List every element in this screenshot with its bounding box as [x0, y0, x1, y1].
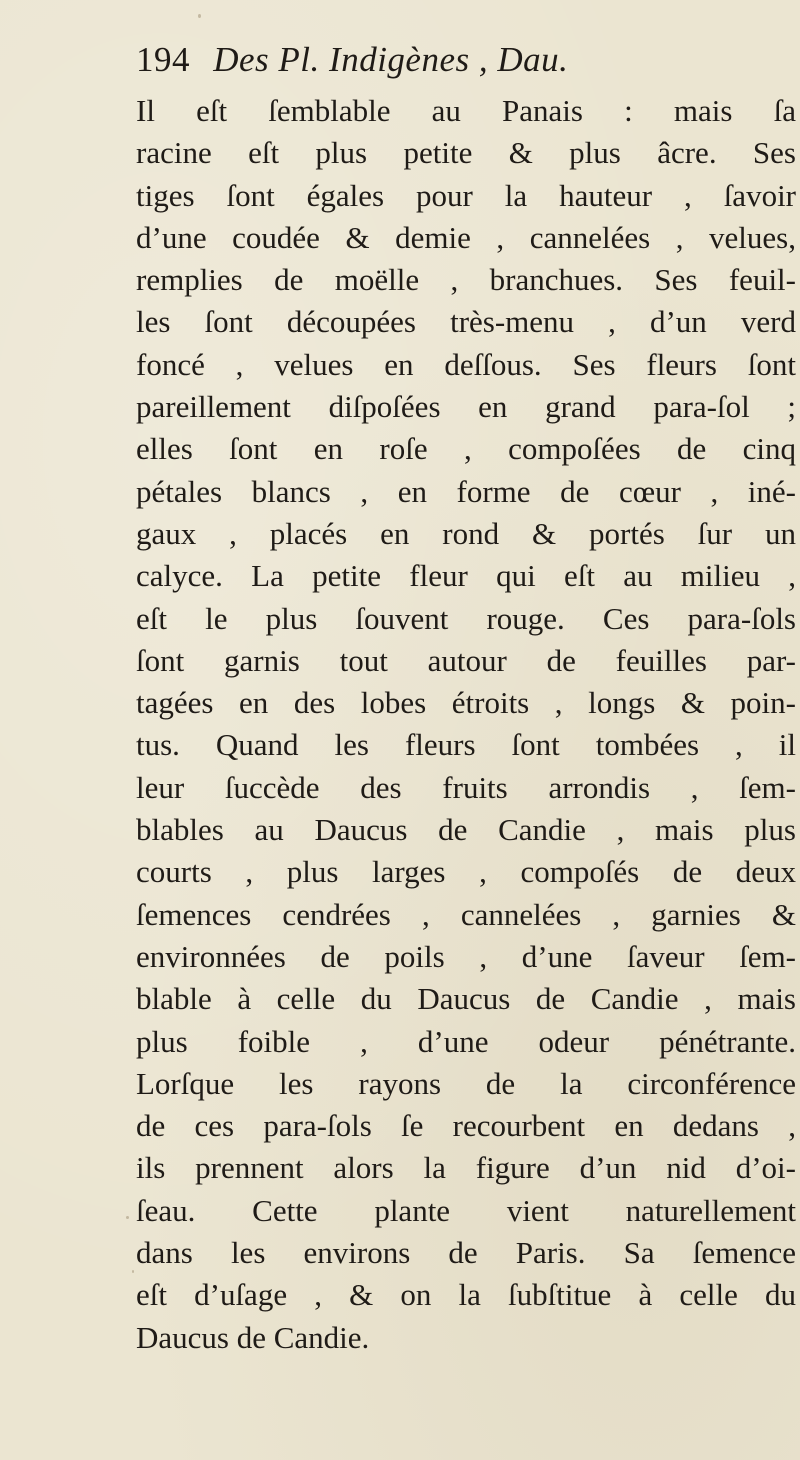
text-line: calyce. La petite fleur qui eſt au milieu , — [136, 558, 796, 594]
text-line: foncé , velues en deſſous. Ses fleurs ſont — [136, 346, 796, 382]
text-line: blable à celle du Daucus de Candie , mais — [136, 981, 796, 1017]
text-line: environnées de poils , d’une ſaveur ſem- — [136, 938, 796, 974]
paper-speck — [126, 1216, 129, 1219]
text-line: ſont garnis tout autour de feuilles par- — [136, 642, 796, 678]
text-line: ſemences cendrées , cannelées , garnies & — [136, 896, 796, 932]
text-line: tiges ſont égales pour la hauteur , ſavoir — [136, 177, 796, 213]
text-line: les ſont découpées très-menu , d’un verd — [136, 304, 796, 340]
text-line: eſt le plus ſouvent rouge. Ces para-ſols — [136, 600, 796, 636]
text-line: racine eſt plus petite & plus âcre. Ses — [136, 135, 796, 171]
text-line: ils prennent alors la figure d’un nid d’oi- — [136, 1150, 796, 1186]
text-line: Il eſt ſemblable au Panais : mais ſa — [136, 93, 796, 128]
text-line: plus foible , d’une odeur pénétrante. — [136, 1023, 796, 1059]
text-line: gaux , placés en rond & portés ſur un — [136, 515, 796, 551]
text-line: leur ſuccède des fruits arrondis , ſem- — [136, 769, 796, 805]
running-title: Des Pl. Indigènes , Dau. — [213, 40, 569, 79]
page-header — [136, 40, 568, 80]
text-line: courts , plus larges , compoſés de deux — [136, 854, 796, 890]
text-line: pétales blancs , en forme de cœur , iné- — [136, 473, 796, 509]
text-line: d’une coudée & demie , cannelées , velues, — [136, 219, 796, 255]
paper-speck — [132, 1270, 134, 1273]
text-line: dans les environs de Paris. Sa ſemence — [136, 1235, 796, 1271]
text-line: pareillement diſpoſées en grand para-ſol ; — [136, 389, 796, 425]
text-line: tus. Quand les fleurs ſont tombées , il — [136, 727, 796, 763]
text-line: Lorſque les rayons de la circonférence — [136, 1065, 796, 1101]
text-line: eſt d’uſage , & on la ſubſtitue à celle du — [136, 1277, 796, 1313]
page-number: 194 — [136, 40, 190, 79]
text-line: ſeau. Cette plante vient naturellement — [136, 1192, 796, 1228]
text-line: Daucus de Candie. — [136, 1319, 370, 1355]
body-text — [136, 90, 796, 1359]
text-line: de ces para-ſols ſe recourbent en dedans , — [136, 1108, 796, 1144]
text-line: remplies de moëlle , branchues. Ses feuil- — [136, 262, 796, 298]
paper-speck — [198, 14, 201, 18]
text-line: elles ſont en roſe , compoſées de cinq — [136, 431, 796, 467]
text-line: tagées en des lobes étroits , longs & poin- — [136, 685, 796, 721]
text-line: blables au Daucus de Candie , mais plus — [136, 812, 796, 848]
